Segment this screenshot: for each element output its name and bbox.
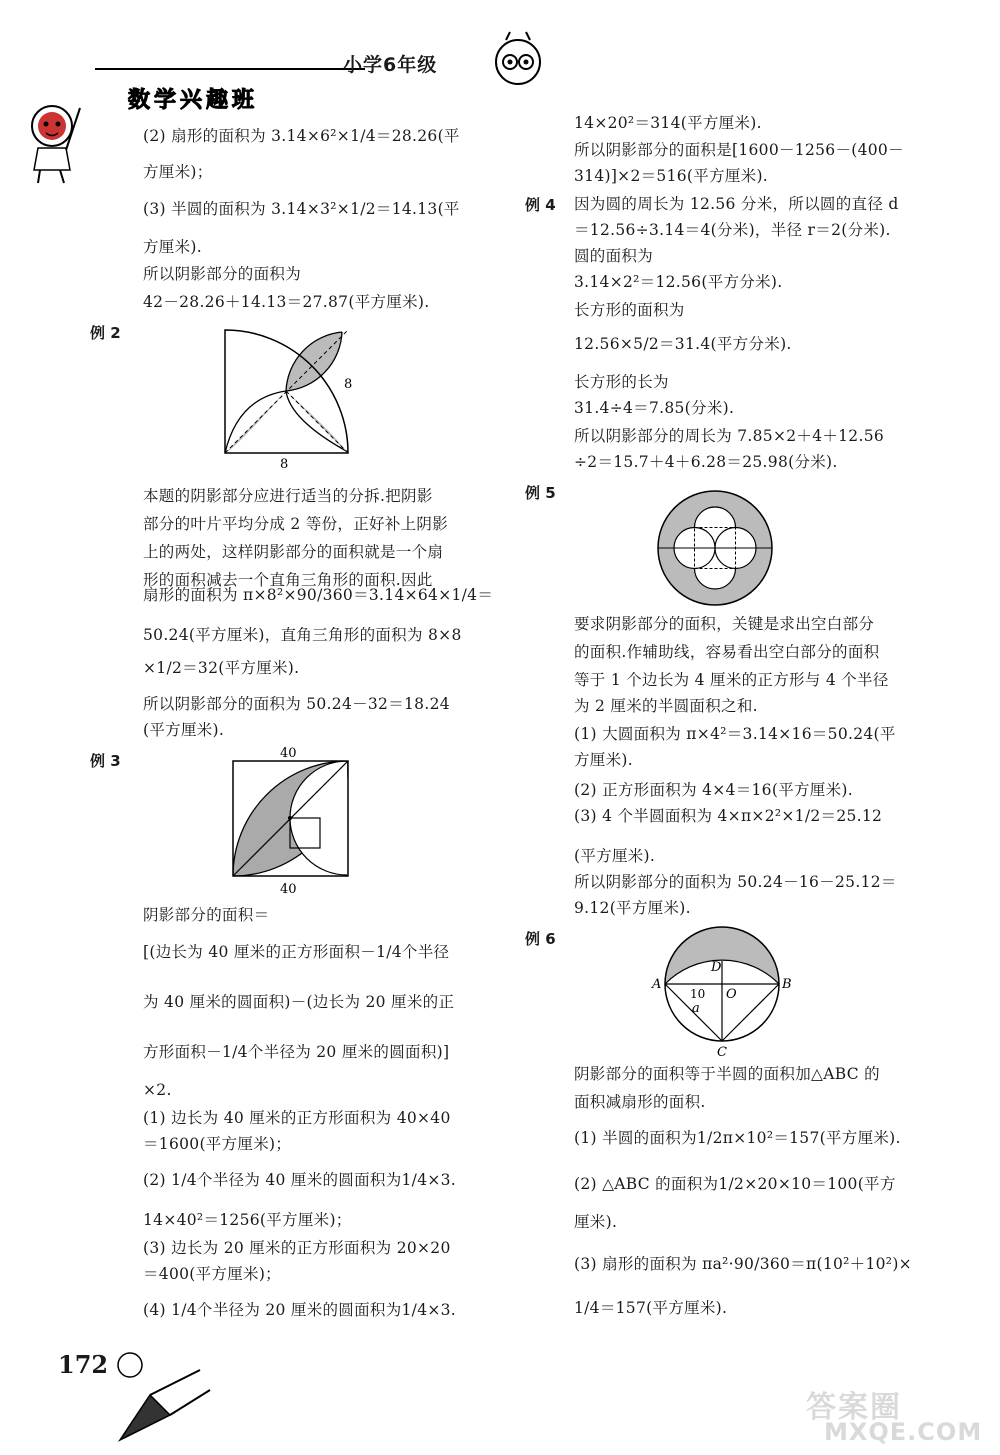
text-line: 9.12(平方厘米). bbox=[574, 899, 691, 917]
text-line: (2) 1/4个半径为 40 厘米的圆面积为1/4×3. bbox=[143, 1171, 457, 1189]
text-line: 的面积.作辅助线，容易看出空白部分的面积 bbox=[574, 643, 880, 661]
text-line: 要求阴影部分的面积，关键是求出空白部分 bbox=[574, 615, 875, 633]
text-line: (2) 正方形面积为 4×4＝16(平方厘米). bbox=[574, 781, 853, 799]
text-line: 12.56×5/2＝31.4(平方分米). bbox=[574, 335, 792, 353]
text-line: 314)]×2＝516(平方厘米). bbox=[574, 167, 769, 185]
figure-label: C bbox=[717, 1045, 727, 1060]
text-line: [(边长为 40 厘米的正方形面积－1/4个半径 bbox=[143, 943, 450, 961]
figure-label: D bbox=[711, 960, 722, 975]
text-line: (4) 1/4个半径为 20 厘米的圆面积为1/4×3. bbox=[143, 1301, 457, 1319]
text-line: 14×40²＝1256(平方厘米)； bbox=[143, 1211, 352, 1229]
text-line: 3.14×2²＝12.56(平方分米). bbox=[574, 273, 783, 291]
text-line: 31.4÷4＝7.85(分米). bbox=[574, 399, 735, 417]
text-line: 所以阴影部分的面积是[1600－1256－(400－ bbox=[574, 141, 904, 159]
text-line: 14×20²＝314(平方厘米). bbox=[574, 114, 762, 132]
text-line: (2) 扇形的面积为 3.14×6²×1/4＝28.26(平 bbox=[143, 127, 460, 145]
page-number: 172 bbox=[58, 1350, 109, 1379]
figure-label: a bbox=[692, 1001, 700, 1016]
text-line: (2) △ABC 的面积为1/2×20×10＝100(平方 bbox=[574, 1175, 896, 1193]
text-line: ×1/2＝32(平方厘米). bbox=[143, 659, 300, 677]
text-line: (3) 扇形的面积为 πa²·90/360＝π(10²＋10²)× bbox=[574, 1255, 912, 1273]
text-line: 上的两处，这样阴影部分的面积就是一个扇 bbox=[143, 543, 444, 561]
text-line: ÷2＝15.7＋4＋6.28＝25.98(分米). bbox=[574, 453, 838, 471]
text-line: 长方形的面积为 bbox=[574, 301, 685, 319]
text-line: ＝400(平方厘米)； bbox=[143, 1265, 281, 1283]
text-line: 长方形的长为 bbox=[574, 373, 669, 391]
figure-label: 8 bbox=[280, 457, 289, 472]
text-line: 面积减扇形的面积. bbox=[574, 1093, 706, 1111]
text-line: 所以阴影部分的面积为 50.24－32＝18.24 bbox=[143, 695, 450, 713]
text-line: (平方厘米). bbox=[574, 847, 656, 865]
header-rule bbox=[95, 68, 365, 70]
example-label: 例 4 bbox=[525, 196, 556, 214]
text-line: (平方厘米). bbox=[143, 721, 225, 739]
owl-mascot-icon bbox=[488, 30, 548, 90]
text-line: ＝12.56÷3.14＝4(分米)，半径 r＝2(分米). bbox=[574, 221, 891, 239]
text-line: (1) 半圆的面积为1/2π×10²＝157(平方厘米). bbox=[574, 1129, 901, 1147]
figure-label: 40 bbox=[280, 882, 297, 897]
text-line: (3) 半圆的面积为 3.14×3²×1/2＝14.13(平 bbox=[143, 200, 460, 218]
rocket-mascot-icon bbox=[110, 1345, 220, 1445]
text-line: ×2. bbox=[143, 1081, 172, 1099]
figure-example-3 bbox=[228, 745, 358, 895]
example-label: 例 2 bbox=[90, 324, 121, 342]
watermark-url: MXQE.COM bbox=[824, 1418, 983, 1446]
figure-label: 40 bbox=[280, 746, 297, 761]
text-line: 本题的阴影部分应进行适当的分拆.把阴影 bbox=[143, 487, 433, 505]
text-line: 因为圆的周长为 12.56 分米，所以圆的直径 d bbox=[574, 195, 899, 213]
text-line: 扇形的面积为 π×8²×90/360＝3.14×64×1/4＝ bbox=[143, 586, 494, 604]
text-line: 阴影部分的面积＝ bbox=[143, 906, 270, 924]
figure-example-2 bbox=[220, 320, 370, 470]
figure-label: O bbox=[726, 987, 737, 1002]
text-line: 厘米). bbox=[574, 1213, 618, 1231]
example-label: 例 6 bbox=[525, 930, 556, 948]
text-line: 所以阴影部分的面积为 50.24－16－25.12＝ bbox=[574, 873, 897, 891]
text-line: 42－28.26＋14.13＝27.87(平方厘米). bbox=[143, 293, 430, 311]
text-line: 为 2 厘米的半圆面积之和. bbox=[574, 697, 758, 715]
text-line: 等于 1 个边长为 4 厘米的正方形与 4 个半径 bbox=[574, 671, 889, 689]
text-line: (3) 边长为 20 厘米的正方形面积为 20×20 bbox=[143, 1239, 451, 1257]
text-line: 1/4＝157(平方厘米). bbox=[574, 1299, 728, 1317]
text-line: 圆的面积为 bbox=[574, 247, 654, 265]
text-line: 方厘米)； bbox=[143, 163, 213, 181]
example-label: 例 5 bbox=[525, 484, 556, 502]
text-line: 阴影部分的面积等于半圆的面积加△ABC 的 bbox=[574, 1065, 880, 1083]
header-grade: 小学6年级 bbox=[343, 54, 438, 76]
figure-example-5 bbox=[655, 488, 775, 608]
text-line: 为 40 厘米的圆面积)－(边长为 20 厘米的正 bbox=[143, 993, 455, 1011]
text-line: 部分的叶片平均分成 2 等份，正好补上阴影 bbox=[143, 515, 449, 533]
text-line: ＝1600(平方厘米)； bbox=[143, 1135, 292, 1153]
example-label: 例 3 bbox=[90, 752, 121, 770]
figure-label: A bbox=[652, 977, 662, 992]
text-line: 方厘米). bbox=[143, 238, 202, 256]
figure-label: 8 bbox=[344, 377, 353, 392]
text-line: 所以阴影部分的面积为 bbox=[143, 265, 302, 283]
header-title: 数学兴趣班 bbox=[128, 87, 259, 113]
girl-mascot-icon bbox=[10, 88, 100, 188]
text-line: (1) 边长为 40 厘米的正方形面积为 40×40 bbox=[143, 1109, 451, 1127]
figure-example-6 bbox=[650, 918, 800, 1058]
text-line: (3) 4 个半圆面积为 4×π×2²×1/2＝25.12 bbox=[574, 807, 883, 825]
text-line: 50.24(平方厘米)，直角三角形的面积为 8×8 bbox=[143, 626, 462, 644]
figure-label: B bbox=[782, 977, 792, 992]
watermark: 答案圈 bbox=[806, 1390, 902, 1425]
text-line: 所以阴影部分的周长为 7.85×2＋4＋12.56 bbox=[574, 427, 885, 445]
text-line: 方形面积－1/4个半径为 20 厘米的圆面积)] bbox=[143, 1043, 450, 1061]
text-line: 形的面积减去一个直角三角形的面积.因此 bbox=[143, 571, 433, 589]
text-line: 方厘米). bbox=[574, 751, 633, 769]
text-line: (1) 大圆面积为 π×4²＝3.14×16＝50.24(平 bbox=[574, 725, 896, 743]
figure-label: 10 bbox=[690, 987, 706, 1001]
